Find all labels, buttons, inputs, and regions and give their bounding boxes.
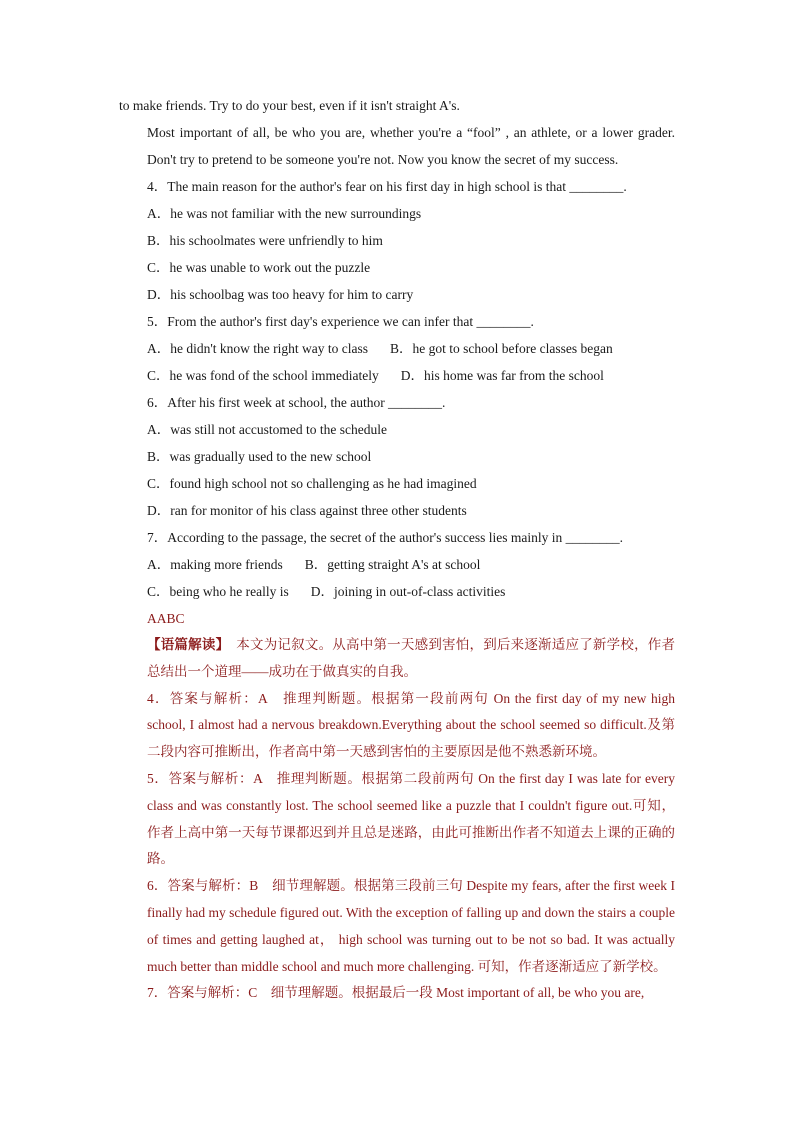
question-4 — [119, 173, 675, 308]
question-stem: 7．According to the passage, the secret of the author's success lies mainly in ________. — [147, 530, 623, 545]
answer-explanation-7: 7．答案与解析：C 细节理解题。根据最后一段 Most important of all, be who you are, — [147, 985, 645, 1001]
answer-explanation-4: 4．答案与解析：A 推理判断题。根据第一段前两句 On the first day of my new high school, I almost had a nervous breakdown.Everything about the school seemed so difficult.及第二段内容可推断出，作者高中第一天感到害怕的主要原因是他不熟悉新环境。 — [147, 690, 675, 760]
option-c: C．he was unable to work out the puzzle — [147, 260, 371, 275]
option-row — [119, 578, 675, 605]
answer-explanation-5: 5．答案与解析：A 推理判断题。根据第二段前两句 On the first day I was late for every class and was constantly lost. The school seemed like a puzzle that I couldn't figure out.可知，作者上高中第一天每节课都迟到并且总是迷路，由此可推断出作者不知道去上课的正确的路。 — [147, 770, 675, 867]
question-stem: 5．From the author's first day's experience we can infer that ________. — [147, 314, 534, 329]
option-d: D．ran for monitor of his class against three other students — [147, 503, 467, 518]
option-c: C．found high school not so challenging as he had imagined — [147, 476, 477, 491]
option-a: A．was still not accustomed to the schedule — [147, 422, 387, 437]
question-6 — [119, 389, 675, 524]
option-a: A．he didn't know the right way to class — [147, 341, 369, 356]
question-stem: 6．After his first week at school, the author ________. — [147, 395, 446, 410]
option-d: D．his schoolbag was too heavy for him to carry — [147, 287, 414, 302]
option-c: C．being who he really is — [147, 584, 289, 599]
passage-paragraph: Most important of all, be who you are, whether you're a “fool” , an athlete, or a lower grader. Don't try to pretend to be someone you're not. Now you know the secret of my success. — [147, 125, 675, 167]
option-d: D．his home was far from the school — [400, 368, 604, 383]
answer-key: AABC — [147, 611, 185, 626]
option-row — [119, 551, 675, 578]
question-5 — [119, 308, 675, 389]
question-stem: 4．The main reason for the author's fear on his first day in high school is that ________. — [147, 179, 627, 194]
option-a: A．making more friends — [147, 557, 283, 572]
summary-tag: 【语篇解读】 — [147, 637, 223, 652]
option-row — [119, 335, 675, 362]
option-b: B．his schoolmates were unfriendly to him — [147, 233, 383, 248]
summary-text: 本文为记叙文。从高中第一天感到害怕，到后来逐渐适应了新学校，作者总结出一个道理——成功在于做真实的自我。 — [147, 637, 676, 679]
option-c: C．he was fond of the school immediately — [147, 368, 379, 383]
option-b: B．getting straight A's at school — [304, 557, 481, 572]
option-b: B．was gradually used to the new school — [147, 449, 372, 464]
option-row — [119, 362, 675, 389]
option-b: B．he got to school before classes began — [390, 341, 613, 356]
passage-summary — [119, 632, 675, 686]
option-a: A．he was not familiar with the new surroundings — [147, 206, 422, 221]
option-d: D．joining in out-of-class activities — [310, 584, 506, 599]
page-content — [119, 92, 675, 1007]
answer-explanation-6: 6．答案与解析：B 细节理解题。根据第三段前三句 Despite my fears, after the first week I finally had my schedule figured out. With the exception of falling up and down the stairs a couple of times and getting laughed at， high school was turning out to be not so bad. It was actually much better than middle school and much more challenging. 可知，作者逐渐适应了新学校。 — [147, 878, 675, 974]
question-7 — [119, 524, 675, 605]
passage-line: to make friends. Try to do your best, even if it isn't straight A's. — [119, 98, 460, 113]
answer-section — [119, 605, 675, 1007]
